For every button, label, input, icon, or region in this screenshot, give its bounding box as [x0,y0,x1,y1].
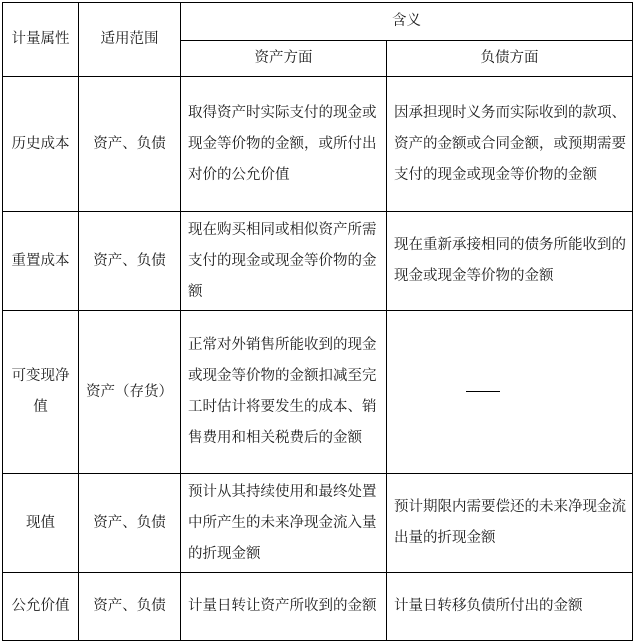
liability-meaning-cell: 因承担现时义务而实际收到的款项、资产的金额或合同金额，或预期需要支付的现金或现金等价物的金额 [387,77,633,212]
asset-meaning-cell: 取得资产时实际支付的现金或现金等价物的金额，或所付出对价的公允价值 [181,77,387,212]
header-scope: 适用范围 [79,3,181,77]
header-meaning: 含义 [181,3,633,41]
scope-cell: 资产、负债 [79,212,181,311]
asset-meaning-cell: 正常对外销售所能收到的现金或现金等价物的金额扣减至完工时估计将要发生的成本、销售费用和相关税费后的金额 [181,311,387,474]
measurement-attributes-table-wrapper [2,2,633,641]
measurement-attributes-table [2,2,633,641]
table-row [3,474,633,573]
scope-cell: 资产、负债 [79,77,181,212]
header-row-top [3,3,633,41]
attribute-cell: 现值 [3,474,79,573]
attribute-cell: 可变现净值 [3,311,79,474]
attribute-cell: 公允价值 [3,573,79,641]
attribute-cell: 历史成本 [3,77,79,212]
table-row [3,573,633,641]
header-liability-side: 负债方面 [387,41,633,77]
liability-meaning-cell: 预计期限内需要偿还的未来净现金流出量的折现金额 [387,474,633,573]
table-row [3,212,633,311]
liability-dash-text [500,384,529,400]
scope-cell: 资产、负债 [79,573,181,641]
header-asset-side: 资产方面 [181,41,387,77]
asset-meaning-cell: 预计从其持续使用和最终处置中所产生的未来净现金流入量的折现金额 [181,474,387,573]
asset-meaning-cell: 计量日转让资产所收到的金额 [181,573,387,641]
scope-cell: 资产（存货） [79,311,181,474]
liability-meaning-cell [387,311,633,474]
asset-meaning-cell: 现在购买相同或相似资产所需支付的现金或现金等价物的金额 [181,212,387,311]
attribute-cell: 重置成本 [3,212,79,311]
dash-rule [466,391,500,392]
table-row [3,77,633,212]
liability-meaning-cell: 计量日转移负债所付出的金额 [387,573,633,641]
table-row [3,311,633,474]
scope-cell: 资产、负债 [79,474,181,573]
liability-meaning-cell: 现在重新承接相同的债务所能收到的现金或现金等价物的金额 [387,212,633,311]
header-measurement-attribute: 计量属性 [3,3,79,77]
